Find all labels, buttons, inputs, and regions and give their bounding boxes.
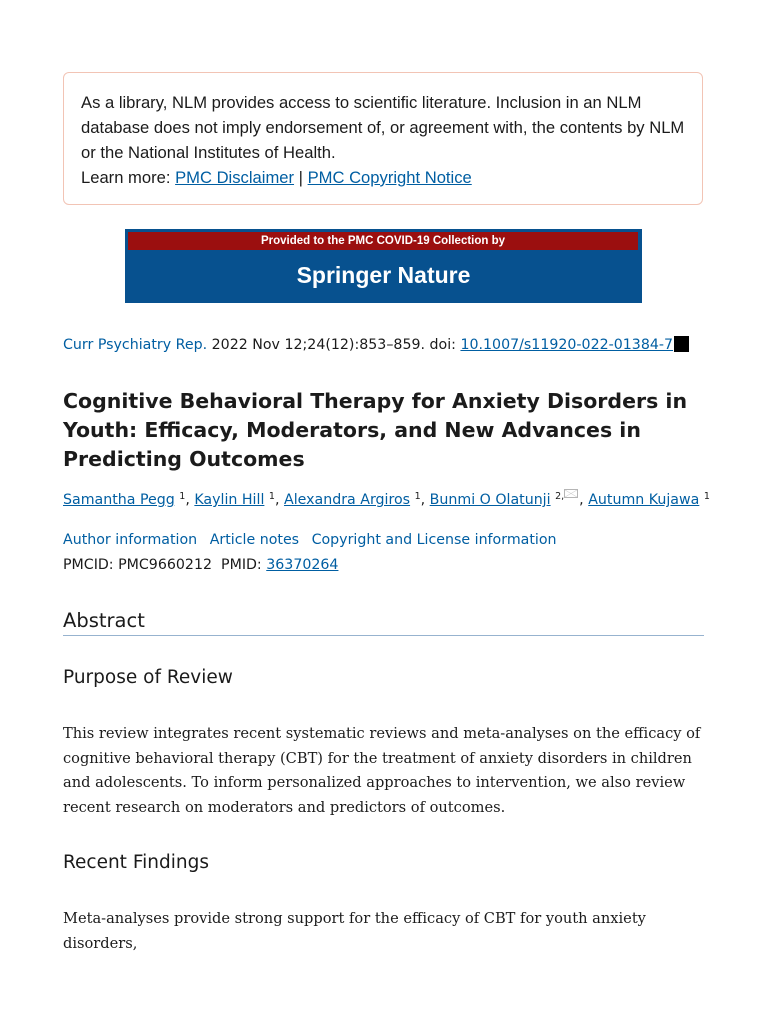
author-separator: ,: [579, 492, 589, 508]
affiliation-marker: 1: [414, 491, 421, 502]
abstract-heading: Abstract: [63, 609, 145, 632]
affiliation-marker: 1: [179, 491, 186, 502]
covid-collection-banner[interactable]: [125, 229, 642, 303]
author-link[interactable]: Kaylin Hill: [194, 492, 265, 508]
pmcid-label: PMCID:: [63, 557, 114, 573]
author-link[interactable]: Samantha Pegg: [63, 492, 175, 508]
learn-more-label: Learn more:: [81, 168, 171, 187]
copyright-license-toggle[interactable]: Copyright and License information: [311, 532, 557, 548]
author-link[interactable]: Bunmi O Olatunji: [429, 492, 551, 508]
author-list: [63, 489, 743, 511]
pmc-disclaimer-link[interactable]: PMC Disclaimer: [175, 168, 295, 187]
link-separator: |: [298, 168, 303, 187]
article-identifiers: [63, 554, 338, 576]
nlm-disclaimer-notice: [63, 72, 703, 205]
findings-paragraph: Meta-analyses provide strong support for the efficacy of CBT for youth anxiety disorders,: [63, 910, 646, 952]
affiliation-marker: 2,: [555, 491, 565, 502]
purpose-paragraph: This review integrates recent systematic reviews and meta-analyses on the efficacy of cognitive behavioral therapy (CBT) for the treatment of anxiety disorders in children and adolescents. To inform personalized approaches to intervention, we also review recent research on moderators and predictors of outcomes.: [63, 725, 701, 816]
article-notes-toggle[interactable]: Article notes: [209, 532, 300, 548]
affiliation-marker: 1: [268, 491, 275, 502]
author-link[interactable]: Alexandra Argiros: [283, 492, 411, 508]
author-link[interactable]: Autumn Kujawa: [588, 492, 700, 508]
citation-details: 2022 Nov 12;24(12):853–859. doi:: [211, 337, 456, 353]
author-information-toggle[interactable]: Author information: [63, 532, 198, 548]
abstract-divider: [63, 635, 704, 636]
findings-heading: Recent Findings: [63, 852, 209, 873]
pmc-copyright-link[interactable]: PMC Copyright Notice: [307, 168, 472, 187]
author-separator: ,: [185, 492, 195, 508]
pmcid-value: PMC9660212: [118, 557, 212, 573]
external-link-icon[interactable]: [674, 336, 689, 352]
banner-provided-text: Provided to the PMC COVID-19 Collection by: [128, 232, 638, 250]
notice-text: As a library, NLM provides access to scientific literature. Inclusion in an NLM database does not imply endorsement of, or agreement with, the contents by NLM or the National Institutes of Health.: [81, 93, 685, 162]
purpose-heading: Purpose of Review: [63, 667, 233, 688]
banner-publisher-name: Springer Nature: [296, 262, 471, 288]
author-separator: ,: [420, 492, 430, 508]
journal-link[interactable]: Curr Psychiatry Rep.: [63, 337, 208, 353]
article-meta-links: [63, 529, 565, 551]
citation-line: [63, 334, 743, 356]
doi-link[interactable]: 10.1007/s11920-022-01384-7: [460, 337, 674, 353]
article-title: Cognitive Behavioral Therapy for Anxiety Disorders in Youth: Efficacy, Moderators, and New Advances in Predicting Outcomes: [63, 389, 688, 471]
envelope-icon[interactable]: [564, 489, 578, 498]
pmid-link[interactable]: 36370264: [266, 557, 339, 573]
author-separator: ,: [274, 492, 284, 508]
pmid-label: PMID:: [221, 557, 262, 573]
affiliation-marker: 1: [703, 491, 710, 502]
